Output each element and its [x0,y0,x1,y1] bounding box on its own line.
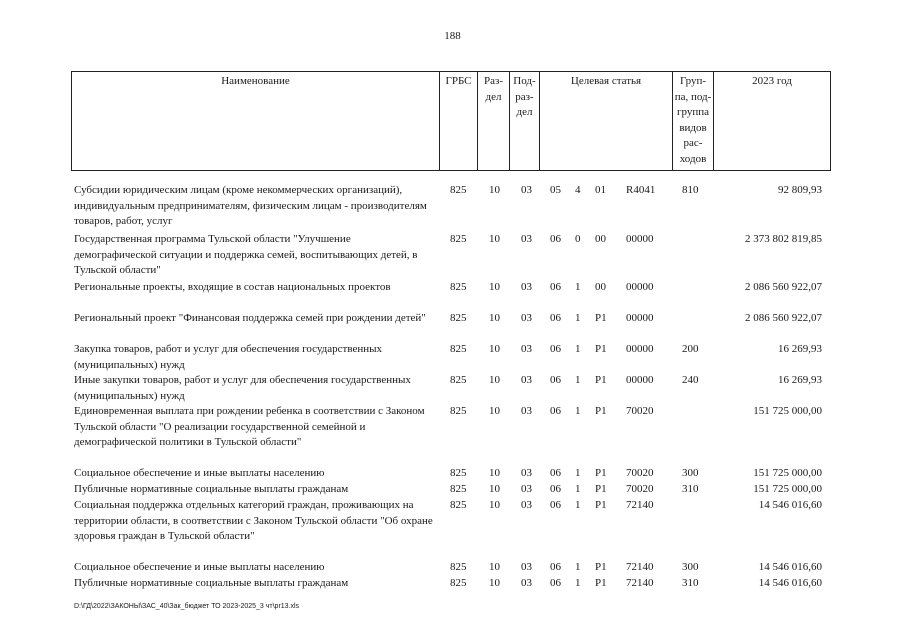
header-target [540,72,673,170]
row-target-direction: 72140 [626,561,654,573]
row-grbs: 825 [450,499,467,511]
row-target-subprogram: 1 [575,343,581,355]
row-name: Иные закупки товаров, работ и услуг для обеспечения государственных (муниципальных) нужд [74,374,411,402]
row-grbs: 825 [450,561,467,573]
row-target-subprogram: 1 [575,405,581,417]
row-expense-group: 240 [682,374,699,386]
row-target-direction: 72140 [626,577,654,589]
row-target-program: 06 [550,233,561,245]
header-podrazdel [510,72,540,170]
row-podrazdel: 03 [521,577,532,589]
row-razdel: 10 [489,467,500,479]
row-target-event: P1 [595,499,607,511]
row-name: Региональный проект "Финансовая поддержка семей при рождении детей" [74,312,426,324]
row-target-event: 01 [595,184,606,196]
row-target-event: 00 [595,233,606,245]
row-target-program: 06 [550,483,561,495]
header-target-line: Целевая статья [570,75,642,87]
header-vr-line: Груп- [679,75,707,87]
row-name: Субсидии юридическим лицам (кроме некоммерческих организаций), индивидуальным предпринимателям, физическим лицам - производителям товаров, работ, услуг [74,184,427,227]
row-target-direction: R4041 [626,184,656,196]
row-amount: 14 546 016,60 [758,499,822,511]
row-target-direction: 70020 [626,405,654,417]
header-podrazdel-line: дел [516,106,533,118]
header-vr-line: ходов [679,152,707,165]
header-vr-line: па, под- [674,90,712,103]
row-amount: 2 086 560 922,07 [745,312,822,324]
header-vr-line: группа [676,106,710,118]
row-target-event: P1 [595,483,607,495]
row-target-subprogram: 1 [575,561,581,573]
row-amount: 14 546 016,60 [758,561,822,573]
header-vr-line: рас- [683,137,703,149]
page-number: 188 [444,30,461,42]
row-target-program: 06 [550,405,561,417]
row-target-event: P1 [595,467,607,479]
row-name: Социальное обеспечение и иные выплаты населению [74,467,325,479]
row-razdel: 10 [489,577,500,589]
row-name: Единовременная выплата при рождении ребенка в соответствии с Законом Тульской области "О реализации государственной семейной и демографической политики в Тульской области" [74,405,425,448]
row-grbs: 825 [450,467,467,479]
row-target-direction: 70020 [626,467,654,479]
row-podrazdel: 03 [521,343,532,355]
row-target-direction: 00000 [626,312,654,324]
row-target-subprogram: 1 [575,577,581,589]
row-amount: 151 725 000,00 [753,405,822,417]
header-podrazdel-line: раз- [515,90,534,103]
row-target-direction: 00000 [626,343,654,355]
row-podrazdel: 03 [521,405,532,417]
header-vr-line: видов [679,121,707,134]
row-target-program: 06 [550,499,561,511]
row-grbs: 825 [450,374,467,386]
row-razdel: 10 [489,184,500,196]
row-target-program: 06 [550,577,561,589]
row-razdel: 10 [489,483,500,495]
header-razdel [478,72,510,170]
row-name: Государственная программа Тульской области "Улучшение демографической ситуации и поддержка семей, воспитывающих детей, в Тульской области" [74,233,418,276]
header-grbs [440,72,478,170]
row-target-direction: 72140 [626,499,654,511]
row-target-program: 06 [550,343,561,355]
row-target-subprogram: 1 [575,312,581,324]
row-target-event: P1 [595,577,607,589]
row-amount: 16 269,93 [778,374,822,386]
row-podrazdel: 03 [521,184,532,196]
row-amount: 92 809,93 [778,184,822,196]
row-razdel: 10 [489,374,500,386]
header-name [72,72,440,170]
header-year-line: 2023 год [752,75,792,87]
row-grbs: 825 [450,233,467,245]
row-target-subprogram: 1 [575,467,581,479]
row-target-event: P1 [595,343,607,355]
row-grbs: 825 [450,312,467,324]
row-grbs: 825 [450,281,467,293]
row-podrazdel: 03 [521,281,532,293]
row-amount: 16 269,93 [778,343,822,355]
row-razdel: 10 [489,499,500,511]
row-grbs: 825 [450,343,467,355]
row-razdel: 10 [489,233,500,245]
row-razdel: 10 [489,561,500,573]
row-amount: 2 086 560 922,07 [745,281,822,293]
header-razdel-line: Раз- [483,75,503,87]
row-expense-group: 810 [682,184,699,196]
header-razdel-line: дел [485,90,502,103]
row-razdel: 10 [489,343,500,355]
row-target-subprogram: 0 [575,233,581,245]
row-target-subprogram: 1 [575,483,581,495]
row-target-direction: 70020 [626,483,654,495]
header-grbs-line: ГРБС [445,75,472,87]
row-podrazdel: 03 [521,233,532,245]
row-name: Региональные проекты, входящие в состав национальных проектов [74,281,391,293]
row-target-program: 06 [550,561,561,573]
row-podrazdel: 03 [521,374,532,386]
row-grbs: 825 [450,405,467,417]
row-name: Социальное обеспечение и иные выплаты населению [74,561,325,573]
row-podrazdel: 03 [521,499,532,511]
row-podrazdel: 03 [521,467,532,479]
row-target-direction: 00000 [626,374,654,386]
row-podrazdel: 03 [521,561,532,573]
row-target-event: P1 [595,561,607,573]
row-target-subprogram: 4 [575,184,581,196]
row-target-subprogram: 1 [575,281,581,293]
row-name: Социальная поддержка отдельных категорий граждан, проживающих на территории области, в соответствии с Законом Тульской области "Об охране здоровья граждан в Тульской области" [74,499,433,542]
row-target-subprogram: 1 [575,374,581,386]
row-target-event: P1 [595,312,607,324]
row-name: Закупка товаров, работ и услуг для обеспечения государственных (муниципальных) нужд [74,343,383,371]
row-target-subprogram: 1 [575,499,581,511]
row-amount: 151 725 000,00 [753,467,822,479]
row-target-program: 05 [550,184,561,196]
table-header [71,71,831,171]
header-vr [673,72,714,170]
row-podrazdel: 03 [521,483,532,495]
row-name: Публичные нормативные социальные выплаты гражданам [74,577,349,589]
row-target-program: 06 [550,374,561,386]
row-target-program: 06 [550,312,561,324]
row-expense-group: 310 [682,483,699,495]
row-amount: 2 373 802 819,85 [745,233,822,245]
row-amount: 151 725 000,00 [753,483,822,495]
row-expense-group: 200 [682,343,699,355]
row-grbs: 825 [450,483,467,495]
header-year [714,72,830,170]
row-name: Публичные нормативные социальные выплаты гражданам [74,483,349,495]
file-path-footer: D:\ГД\2022\ЗАКОНЫ\ЗАС_40\Зак_бюджет ТО 2023-2025_3 чт\pr13.xls [74,603,300,610]
row-grbs: 825 [450,577,467,589]
row-razdel: 10 [489,281,500,293]
row-expense-group: 300 [682,467,699,479]
row-razdel: 10 [489,312,500,324]
row-expense-group: 300 [682,561,699,573]
header-name-line: Наименование [221,75,290,87]
header-podrazdel-line: Под- [513,75,536,87]
row-grbs: 825 [450,184,467,196]
row-target-event: P1 [595,374,607,386]
row-target-event: 00 [595,281,606,293]
row-target-program: 06 [550,281,561,293]
row-razdel: 10 [489,405,500,417]
row-target-direction: 00000 [626,233,654,245]
row-expense-group: 310 [682,577,699,589]
row-target-program: 06 [550,467,561,479]
row-target-event: P1 [595,405,607,417]
row-amount: 14 546 016,60 [758,577,822,589]
row-podrazdel: 03 [521,312,532,324]
row-target-direction: 00000 [626,281,654,293]
